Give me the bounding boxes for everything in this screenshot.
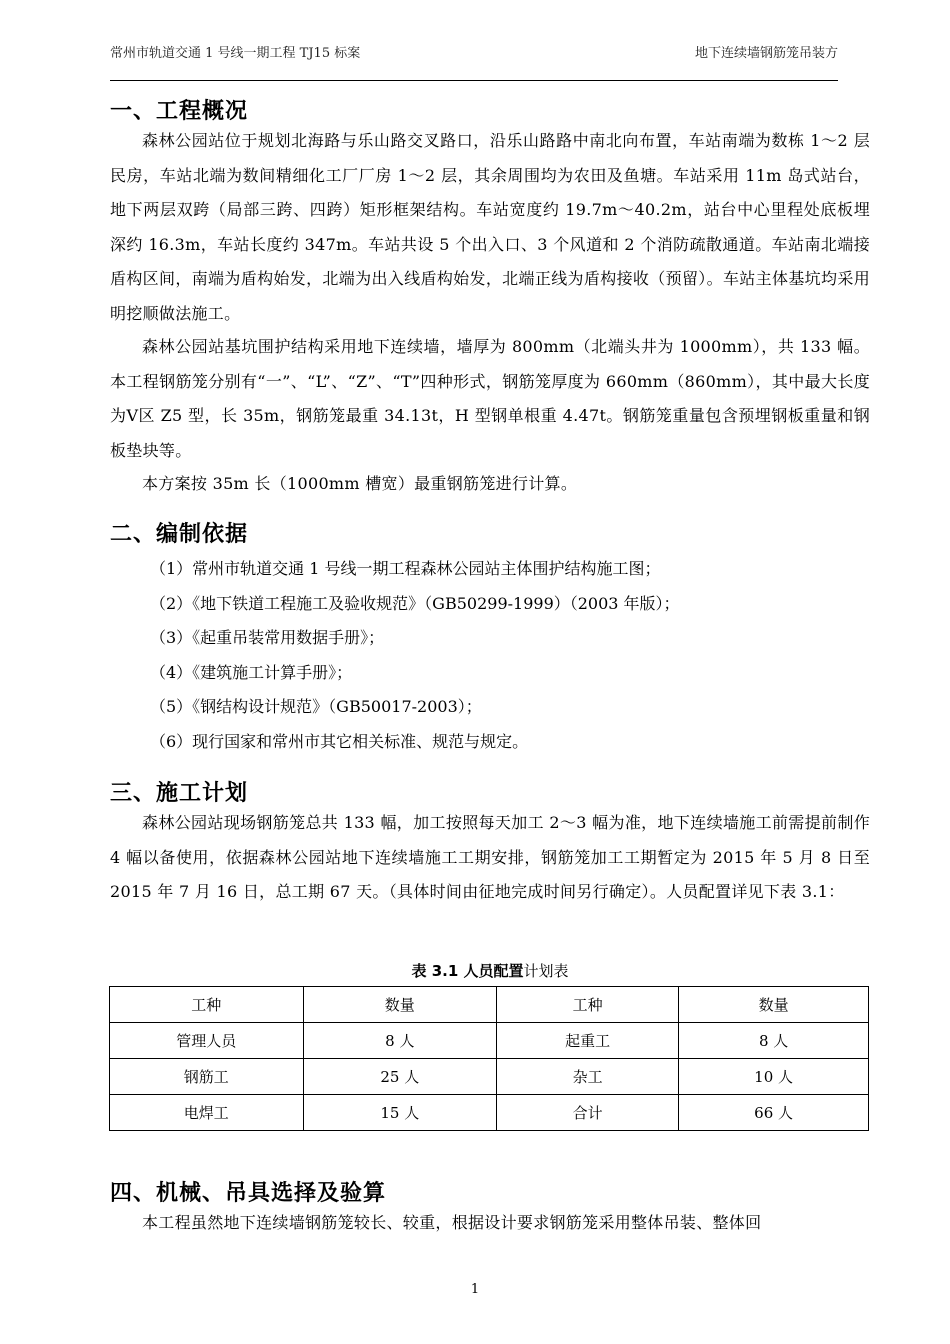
table-cell: 电焊工 [110,1095,304,1131]
table-header-cell: 数量 [679,987,869,1023]
table-cell: 杂工 [497,1059,679,1095]
table-cell: 15 人 [303,1095,497,1131]
section-4-paragraph-1: 本工程虽然地下连续墙钢筋笼较长、较重，根据设计要求钢筋笼采用整体吊装、整体回 [142,1213,762,1232]
table-header-row [110,987,869,1023]
table-cell: 8 人 [679,1023,869,1059]
reference-item: （1）常州市轨道交通 1 号线一期工程森林公园站主体围护结构施工图； [150,559,661,578]
staffing-table [109,986,869,1131]
reference-item: （4）《建筑施工计算手册》； [150,662,353,682]
section-3-paragraph-1: 森林公园站现场钢筋笼总共 133 幅，加工按照每天加工 2～3 幅为准，地下连续墙施工前需提前制作 4 幅以备使用，依据森林公园站地下连续墙施工工期安排，钢筋笼加工工期暂定为 2015 年 5 月 8 日至 2015 年 7 月 16 日，总工期 67 天。（具体时间由征地完成时间另行确定）。人员配置详见下表 3.1： [110,813,870,902]
section-4-title: 四、机械、吊具选择及验算 [110,1181,387,1206]
section-1-paragraph-2: 森林公园站基坑围护结构采用地下连续墙，墙厚为 800mm（北端头井为 1000mm），共 133 幅。本工程钢筋笼分别有“一”、“L”、“Z”、“T”四种形式，钢筋笼厚度为 660mm（860mm），其中最大长度为Ⅴ区 Z5 型，长 35m，钢筋笼最重 34.13t，H 型钢单根重 4.47t。钢筋笼重量包含预埋钢板重量和钢板垫块等。 [110,337,870,460]
table-header-cell: 工种 [497,987,679,1023]
section-1-title: 一、工程概况 [110,99,249,124]
table-row [110,1095,869,1131]
table-header-cell: 数量 [303,987,497,1023]
table-row [110,1059,869,1095]
header-right-text: 地下连续墙钢筋笼吊装方 [694,46,838,61]
table-caption-bold: 表 3.1 人员配置 [411,962,524,980]
table-caption [110,960,870,982]
table-cell: 钢筋工 [110,1059,304,1095]
table-cell: 管理人员 [110,1023,304,1059]
table-cell: 合计 [497,1095,679,1131]
reference-item: （2）《地下铁道工程施工及验收规范》（GB50299-1999）（2003 年版）； [150,593,680,613]
page-number: 1 [470,1282,480,1297]
table-header-cell: 工种 [110,987,304,1023]
reference-item: （6）现行国家和常州市其它相关标准、规范与规定。 [150,731,529,751]
reference-item: （5）《钢结构设计规范》（GB50017-2003）； [150,697,482,717]
page-header [110,46,838,81]
table-row [110,1023,869,1059]
table-caption-rest: 计划表 [523,962,569,980]
reference-item: （3）《起重吊装常用数据手册》； [150,628,385,648]
table-cell: 66 人 [679,1095,869,1131]
table-cell: 10 人 [679,1059,869,1095]
table-cell: 25 人 [303,1059,497,1095]
header-left-text: 常州市轨道交通 1 号线一期工程 TJ15 标案 [110,46,361,61]
table-cell: 起重工 [497,1023,679,1059]
section-1-paragraph-3: 本方案按 35m 长（1000mm 槽宽）最重钢筋笼进行计算。 [142,474,578,493]
section-3-title: 三、施工计划 [110,781,249,806]
table-cell: 8 人 [303,1023,497,1059]
section-2-title: 二、编制依据 [110,522,249,547]
section-1-paragraph-1: 森林公园站位于规划北海路与乐山路交叉路口，沿乐山路路中南北向布置，车站南端为数栋 1～2 层民房，车站北端为数间精细化工厂厂房 1～2 层，其余周围均为农田及鱼塘。车站采用 11m 岛式站台，地下两层双跨（局部三跨、四跨）矩形框架结构。车站宽度约 19.7m～40.2m，站台中心里程处底板埋深约 16.3m，车站长度约 347m。车站共设 5 个出入口、3 个风道和 2 个消防疏散通道。车站南北端接盾构区间，南端为盾构始发，北端为出入线盾构始发，北端正线为盾构接收（预留）。车站主体基坑均采用明挖顺做法施工。 [110,131,870,323]
references-list [150,552,870,760]
